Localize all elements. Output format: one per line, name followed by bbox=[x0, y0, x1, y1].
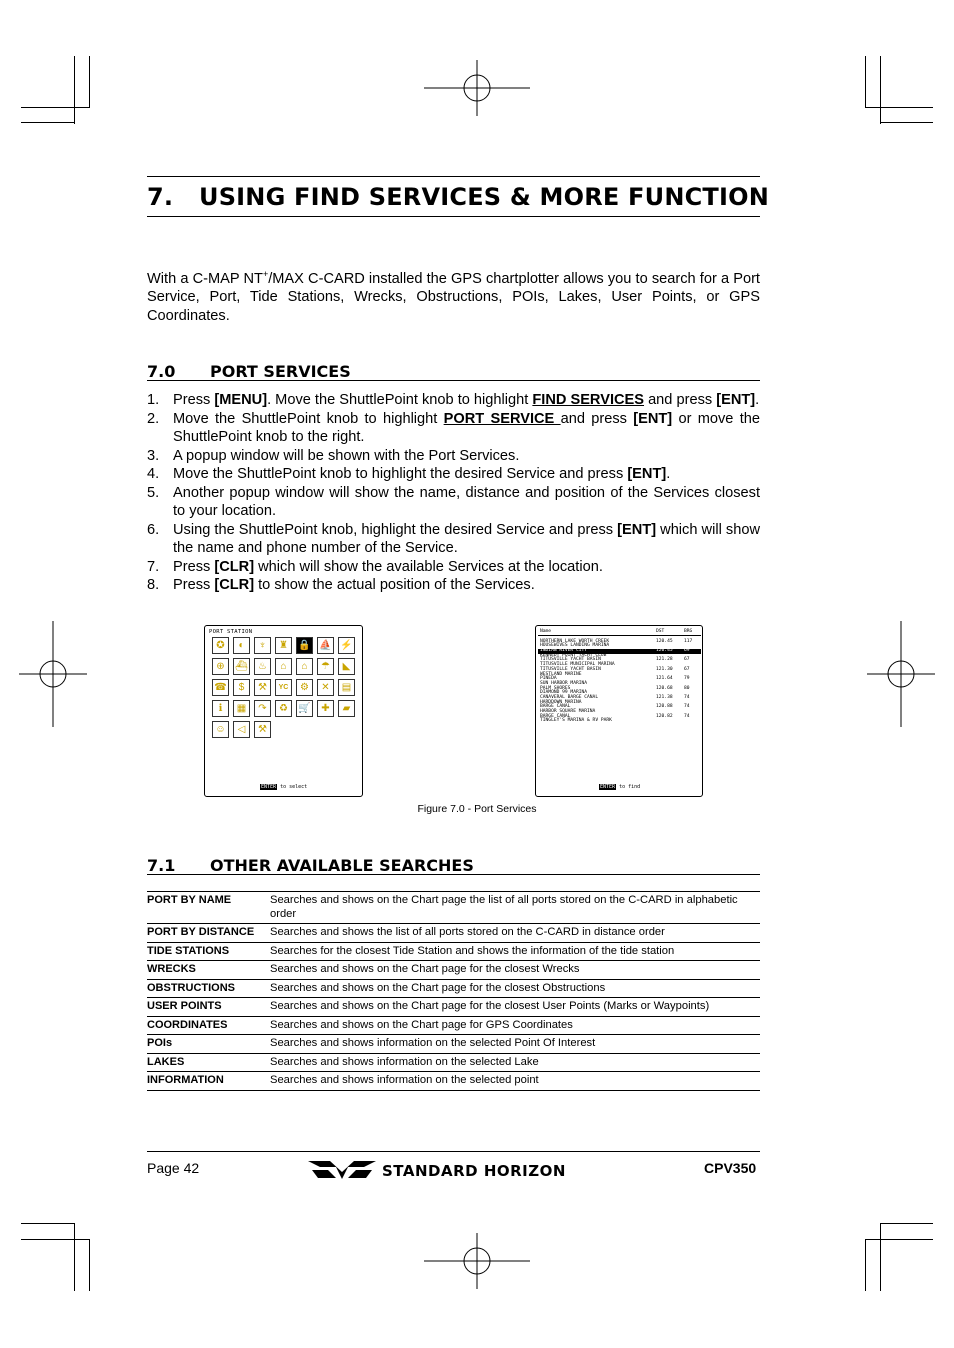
port-name: BARGE CANAL bbox=[540, 704, 571, 710]
enter-key: ENTER bbox=[600, 784, 616, 790]
steps-list bbox=[147, 391, 760, 595]
search-type: PORT BY DISTANCE bbox=[147, 926, 255, 938]
port-distance: 120.68 bbox=[656, 685, 673, 691]
crop-mark bbox=[89, 1239, 90, 1291]
step-number: 1. bbox=[147, 392, 160, 408]
port-name: HARBOR SQUARE MARINA bbox=[540, 709, 596, 714]
lifebuoy-icon[interactable]: ⊕ bbox=[212, 658, 229, 675]
registration-mark-left bbox=[19, 621, 87, 727]
dollar-icon[interactable]: $ bbox=[233, 679, 250, 696]
enter-text: to select bbox=[280, 784, 308, 790]
hook-icon[interactable]: ↷ bbox=[254, 700, 271, 717]
key-label: [ENT] bbox=[633, 410, 673, 427]
step-text: . Move the ShuttlePoint knob to highlight bbox=[267, 392, 533, 408]
menu-item-label: FIND SERVICES bbox=[532, 392, 645, 408]
crop-mark bbox=[880, 122, 933, 123]
intro-pre: With a C-MAP NT bbox=[147, 270, 263, 287]
step-text: or move the ShuttlePoint knob to the right. bbox=[173, 410, 760, 445]
gas-pump-icon[interactable]: ♨ bbox=[254, 658, 271, 675]
key-label: [ENT] bbox=[716, 392, 756, 408]
list-item[interactable] bbox=[538, 719, 701, 724]
lightning-icon[interactable]: ⚡ bbox=[338, 637, 355, 654]
crop-mark bbox=[865, 107, 933, 108]
chart-icon[interactable]: ▦ bbox=[233, 700, 250, 717]
port-bearing: 67 bbox=[684, 666, 690, 672]
crop-mark bbox=[880, 1223, 933, 1224]
step-number: 4. bbox=[147, 466, 160, 482]
anchor-icon[interactable]: ✪ bbox=[212, 637, 229, 654]
trash-icon[interactable]: ♻ bbox=[275, 700, 292, 717]
step-number: 2. bbox=[147, 410, 160, 427]
step-text: . bbox=[666, 466, 671, 482]
step-item bbox=[147, 391, 760, 410]
step-text: and press bbox=[560, 410, 634, 427]
registration-mark-top bbox=[424, 60, 530, 116]
header-name: Name bbox=[540, 629, 552, 634]
port-distance: 121.38 bbox=[656, 694, 673, 700]
enter-text: to find bbox=[619, 784, 641, 790]
search-type: POIs bbox=[147, 1037, 173, 1049]
step-item bbox=[147, 410, 760, 447]
ramp-icon[interactable]: ⌂ bbox=[275, 658, 292, 675]
port-name: SUN HARBOR MARINA bbox=[540, 680, 588, 686]
intro-paragraph bbox=[147, 265, 760, 326]
tool-cross-icon[interactable]: ✕ bbox=[317, 679, 334, 696]
step-item bbox=[147, 484, 760, 521]
search-description: Searches and shows on the Chart page the list of all ports stored on the C-CARD in alphabetic order bbox=[270, 894, 738, 920]
truck-icon[interactable]: ▰ bbox=[338, 700, 355, 717]
wheel-icon[interactable]: ⚙ bbox=[296, 679, 313, 696]
enter-hint bbox=[260, 784, 307, 790]
crop-mark bbox=[880, 56, 881, 124]
medical-icon[interactable]: ✚ bbox=[317, 700, 334, 717]
port-name: TITUSVILLE YACHT BASIN bbox=[540, 657, 601, 663]
crop-mark bbox=[865, 1239, 933, 1240]
key-label: [ENT] bbox=[627, 466, 667, 482]
port-name: TITUSVILLE YACHT BASIN bbox=[540, 666, 601, 672]
table-row bbox=[147, 1016, 760, 1035]
section-title: PORT SERVICES bbox=[210, 362, 351, 381]
table-row bbox=[147, 924, 760, 943]
yacht-club-icon[interactable]: YC bbox=[275, 679, 292, 696]
crop-mark bbox=[21, 1223, 75, 1224]
key-label: [MENU] bbox=[214, 392, 268, 408]
port-bearing: 80 bbox=[684, 685, 690, 691]
search-type: PORT BY NAME bbox=[147, 894, 232, 906]
port-name: HOUSEWIVES LANDING MARINA bbox=[540, 643, 610, 649]
step-text: to show the actual position of the Services. bbox=[254, 577, 535, 593]
crop-mark bbox=[880, 1223, 881, 1291]
search-type: WRECKS bbox=[147, 963, 196, 975]
port-distance: 120.45 bbox=[656, 648, 673, 654]
person-icon[interactable]: ☺ bbox=[212, 721, 229, 738]
port-name: HARDDOWN MARINA bbox=[540, 699, 582, 705]
port-distance: 120.82 bbox=[656, 713, 673, 719]
info-icon[interactable]: ℹ bbox=[212, 700, 229, 717]
step-item bbox=[147, 447, 760, 466]
search-type: USER POINTS bbox=[147, 1000, 222, 1012]
footer-rule bbox=[147, 1151, 760, 1152]
step-text: . bbox=[755, 392, 760, 408]
port-bearing: 79 bbox=[684, 676, 690, 682]
port-name: WESTLAND MARINE bbox=[540, 671, 582, 677]
brand-logo-icon bbox=[306, 1158, 378, 1182]
section-title: OTHER AVAILABLE SEARCHES bbox=[210, 856, 474, 875]
figure-caption: Figure 7.0 - Port Services bbox=[417, 803, 537, 815]
search-description: Searches and shows on the Chart page for the closest User Points (Marks or Waypoints) bbox=[270, 1000, 710, 1012]
phone-icon[interactable]: ☎ bbox=[212, 679, 229, 696]
table-row bbox=[147, 961, 760, 980]
step-text: Move the ShuttlePoint knob to highlight the desired Service and press bbox=[173, 466, 628, 482]
hotel-icon[interactable]: ⌂ bbox=[296, 658, 313, 675]
table-row bbox=[147, 942, 760, 961]
step-text: which will show the available Services at the location. bbox=[254, 558, 603, 575]
search-type: OBSTRUCTIONS bbox=[147, 981, 235, 994]
step-text: A popup window will be shown with the Port Services. bbox=[173, 447, 520, 464]
port-station-screen bbox=[204, 625, 363, 797]
registration-mark-right bbox=[867, 621, 935, 727]
key-label: [CLR] bbox=[214, 558, 255, 575]
crop-mark bbox=[21, 107, 90, 108]
search-description: Searches and shows information on the selected Lake bbox=[270, 1055, 539, 1068]
port-list-header bbox=[538, 630, 701, 636]
port-distance: 121.30 bbox=[656, 666, 673, 672]
enter-key: ENTER bbox=[261, 784, 277, 790]
cart-icon[interactable]: 🛒 bbox=[296, 700, 313, 717]
step-text: Using the ShuttlePoint knob, highlight the desired Service and press bbox=[173, 521, 618, 538]
step-number: 3. bbox=[147, 447, 160, 464]
search-description: Searches and shows on the Chart page for GPS Coordinates bbox=[270, 1018, 573, 1031]
chapter-title-text: USING FIND SERVICES & MORE FUNCTION bbox=[199, 183, 770, 211]
port-name: BARGE CANAL bbox=[540, 713, 571, 719]
port-name: CANAVERAL BARGE CANAL bbox=[540, 694, 599, 700]
port-name: PALM SHORES bbox=[540, 685, 571, 691]
port-list bbox=[538, 630, 701, 724]
step-text: Move the ShuttlePoint knob to highlight bbox=[173, 410, 444, 427]
crop-mark bbox=[74, 1223, 75, 1291]
step-item bbox=[147, 521, 760, 558]
port-bearing: 69 bbox=[684, 648, 690, 654]
search-description: Searches and shows information on the selected Point Of Interest bbox=[270, 1037, 596, 1049]
crop-mark bbox=[865, 56, 866, 108]
step-number: 6. bbox=[147, 521, 160, 538]
fuel-icon[interactable]: ◐ bbox=[233, 637, 250, 654]
crop-mark bbox=[74, 56, 75, 124]
crop-mark bbox=[21, 122, 75, 123]
boat-icon[interactable]: ⛴ bbox=[233, 658, 250, 675]
menu-item-label: PORT SERVICE bbox=[443, 410, 561, 427]
port-bearing: 67 bbox=[684, 657, 690, 663]
intro-post: /MAX C-CARD installed the GPS chartplotter allows you to search for a Port Service, Port, Tide Stations, Wrecks, Obstructions, POIs, Lakes, User Points, or GPS Coordinates. bbox=[147, 270, 760, 325]
intro-sup: + bbox=[262, 269, 269, 279]
table-row bbox=[147, 1035, 760, 1054]
step-text: Press bbox=[173, 577, 215, 593]
step-text: Press bbox=[173, 558, 215, 575]
page-number: Page 42 bbox=[147, 1160, 200, 1176]
registration-mark-bottom bbox=[424, 1233, 530, 1289]
table-row bbox=[147, 998, 760, 1017]
section-number: 7.1 bbox=[147, 856, 176, 875]
search-description: Searches for the closest Tide Station and shows the information of the tide station bbox=[270, 944, 675, 957]
key-label: [ENT] bbox=[617, 521, 657, 538]
port-name: KENNEDY POINT YACHT CLUB bbox=[540, 652, 607, 658]
step-number: 8. bbox=[147, 577, 160, 593]
section-heading-port-services bbox=[147, 361, 760, 381]
search-description: Searches and shows the list of all ports stored on the C-CARD in distance order bbox=[270, 926, 665, 938]
document-icon[interactable]: ▤ bbox=[338, 679, 355, 696]
brand-name: STANDARD HORIZON bbox=[382, 1162, 566, 1180]
crop-mark bbox=[89, 56, 90, 108]
table-row bbox=[147, 1072, 760, 1091]
search-description: Searches and shows information on the selected point bbox=[270, 1074, 539, 1086]
fish-icon[interactable]: ◁ bbox=[233, 721, 250, 738]
wrench-icon[interactable]: ⚒ bbox=[254, 721, 271, 738]
sail-icon[interactable]: ⛵ bbox=[317, 637, 334, 654]
search-type: COORDINATES bbox=[147, 1018, 228, 1031]
model-number: CPV350 bbox=[704, 1160, 757, 1176]
port-bearing: 74 bbox=[684, 694, 690, 700]
step-number: 7. bbox=[147, 558, 160, 575]
search-description: Searches and shows on the Chart page for the closest Obstructions bbox=[270, 981, 606, 994]
port-distance: 121.28 bbox=[656, 657, 673, 663]
searches-table bbox=[147, 891, 760, 1091]
lock-icon[interactable]: 🔒 bbox=[296, 637, 313, 654]
chapter-title bbox=[147, 176, 770, 217]
step-text: which will show the name and phone number of the Service. bbox=[173, 521, 760, 556]
water-tap-icon[interactable]: ♜ bbox=[275, 637, 292, 654]
slipway-icon[interactable]: ◣ bbox=[338, 658, 355, 675]
table-row bbox=[147, 1053, 760, 1072]
table-row bbox=[147, 979, 760, 998]
tools-icon[interactable]: ⚒ bbox=[254, 679, 271, 696]
header-brg: BRG bbox=[684, 629, 693, 634]
port-name: TITUSVILLE MUNICIPAL MARINA bbox=[540, 662, 615, 668]
port-bearing: 74 bbox=[684, 704, 690, 710]
crop-mark bbox=[865, 1239, 866, 1291]
port-rows bbox=[538, 640, 701, 724]
port-name: INDIAN RIVER CITY bbox=[540, 648, 588, 654]
search-type: LAKES bbox=[147, 1055, 185, 1068]
crop-mark bbox=[21, 1239, 90, 1240]
port-bearing: 117 bbox=[684, 638, 693, 644]
step-item bbox=[147, 576, 760, 595]
search-type: TIDE STATIONS bbox=[147, 944, 230, 957]
port-bearing: 74 bbox=[684, 713, 690, 719]
port-distance: 121.64 bbox=[656, 676, 673, 682]
step-text: Another popup window will show the name, distance and position of the Services closest to your location. bbox=[173, 484, 760, 519]
chapter-number: 7. bbox=[147, 183, 174, 211]
table-row bbox=[147, 892, 760, 924]
step-text: Press bbox=[173, 392, 215, 408]
header-dst: DST bbox=[656, 629, 665, 634]
port-station-title: PORT STATION bbox=[209, 629, 253, 635]
step-number: 5. bbox=[147, 484, 160, 501]
port-name: DIAMOND 99 MARINA bbox=[540, 690, 588, 696]
step-item bbox=[147, 465, 760, 484]
port-name: TINGLEY'S MARINA & RV PARK bbox=[540, 718, 612, 724]
port-distance: 120.45 bbox=[656, 638, 673, 644]
section-heading-other-searches bbox=[147, 855, 760, 875]
shower-icon[interactable]: ☂ bbox=[317, 658, 334, 675]
crane-icon[interactable]: ♆ bbox=[254, 637, 271, 654]
search-description: Searches and shows on the Chart page for the closest Wrecks bbox=[270, 963, 580, 975]
step-text: and press bbox=[644, 392, 717, 408]
key-label: [CLR] bbox=[214, 577, 255, 593]
port-name: NORTHERN LAKE WORTH CREEK bbox=[540, 638, 610, 644]
port-name: PINEDA bbox=[540, 676, 557, 682]
search-type: INFORMATION bbox=[147, 1074, 224, 1086]
port-distance: 120.88 bbox=[656, 704, 673, 710]
section-number: 7.0 bbox=[147, 362, 176, 381]
step-item bbox=[147, 558, 760, 577]
enter-hint-find bbox=[599, 784, 640, 790]
